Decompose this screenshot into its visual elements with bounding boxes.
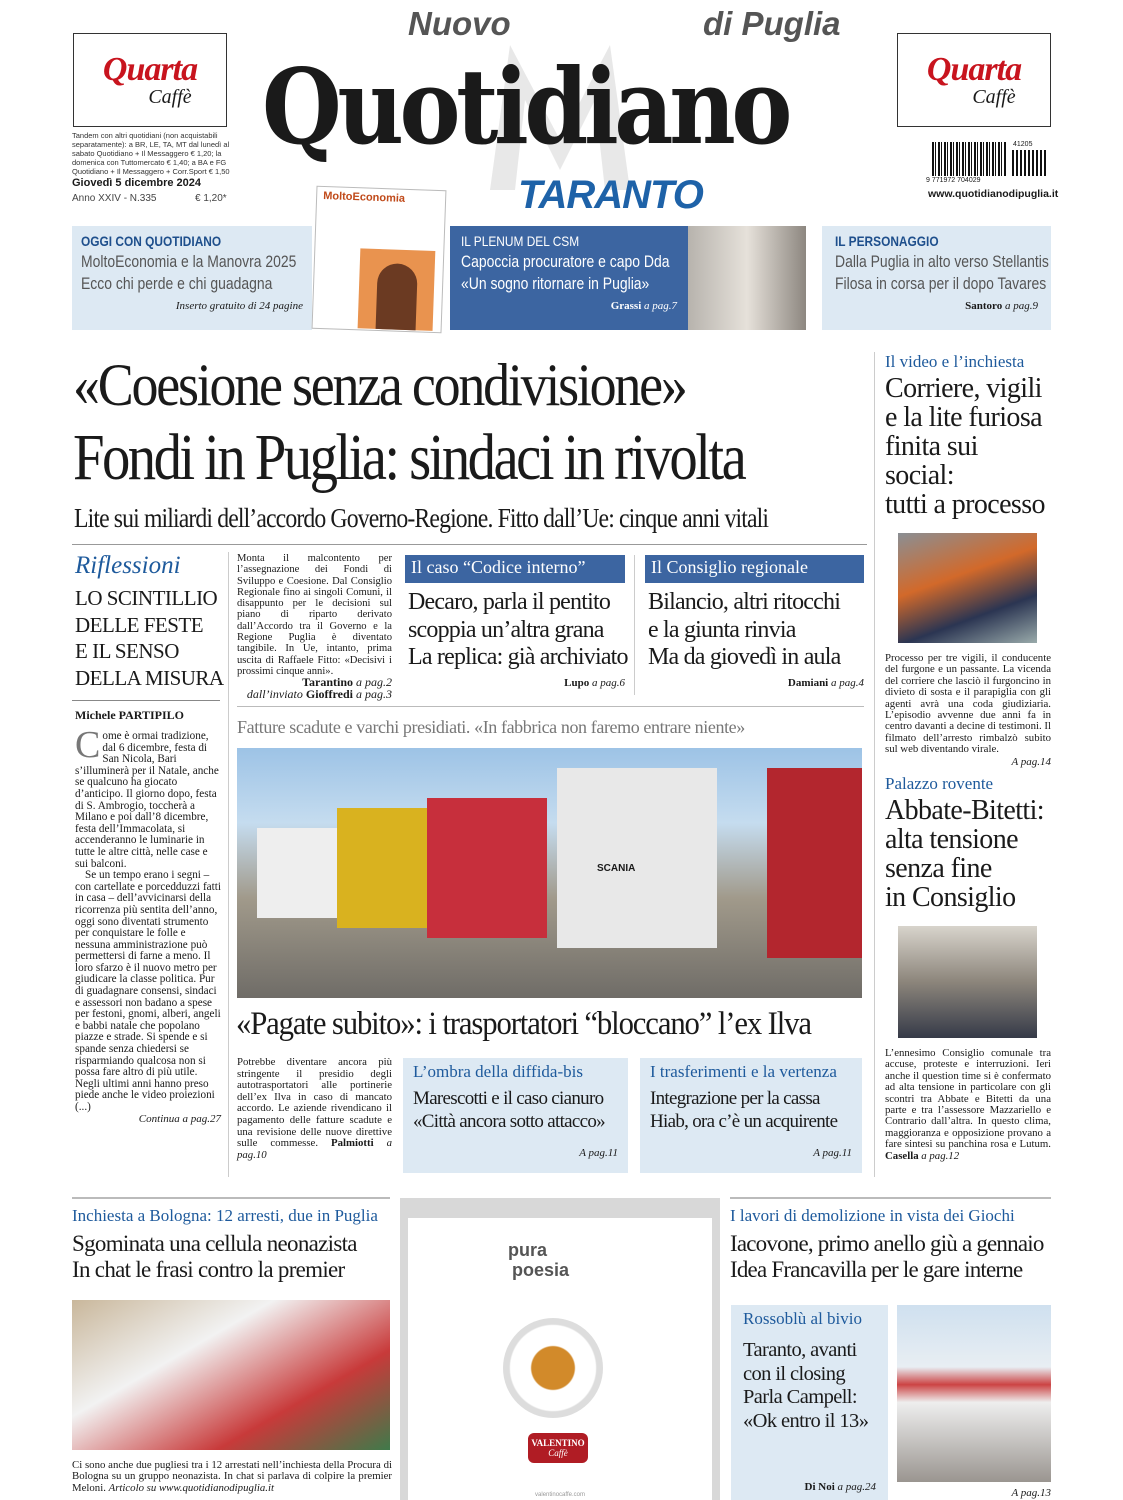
headline-line: in Consiglio [885,882,1016,913]
ilva-body-text: Potrebbe diventare ancora più stringente il presidio degli autotrasportatori alle portinerie dell’ex Ilva in caso di mancato accordo. Le aziende rivendicano il pagamento delle fatture scadute e una revisione delle nuove direttive sulle commesse. [237,1056,392,1150]
topbar-kicker: OGGI CON QUOTIDIANO [81,233,222,249]
editorial-title-line: DELLE FESTE [75,612,204,637]
editorial-body-p2: Se un tempo erano i segni – con cartellate e porcedduzzi fatti in casa – dell’avvicinarsi della ricorrenza più sentita dell’anno, oggi sono diventati strumento per conquistare le folle e nessuna amministrazione può permettersi di farne a meno. Il loro sfarzo è il nuovo metro per giudicare la classe politica. Pur di guadagnare consensi, sindaci e assessori non badano a spese per festoni, gnomi, alberi, angeli e babbi natale che popolano piazze e strade. Si spende e si spande senza chiedersi se risparmiando qualcosa non si possa fare altro di più utile. Negli ultimi anni hanno preso piede anche le video proiezioni (...) [75,869,221,1113]
box-line: Ma da giovedì in aula [648,644,841,670]
article-headline [72,1231,392,1283]
consiglio-photo [898,926,1037,1038]
divider [634,555,635,695]
box-ref [405,677,625,689]
editorial-body-p1: ome è ormai tradizione, dal 6 dicembre, festa di San Nicola, Bari s’illuminerà per il Natale, anche se qualcuno ha giocato d’anticipo. Il giorno dopo, festa di S. Ambrogio, toccherà a Milano e poi dall’8 dicembre, festa dell’Immacolata, si accenderanno le luminarie in tutte le altre città, nelle case e sui balconi. [75,730,219,870]
topbar-kicker: IL PLENUM DEL CSM [461,233,580,249]
article-iacovone[interactable] [730,1206,1051,1283]
box-headline [743,1339,876,1433]
ilva-headline[interactable]: «Pagate subito»: i trasportatori “bloccano” l’ex Ilva [236,1006,811,1042]
article-headline [885,374,1051,519]
issue-price: € 1,20* [195,193,227,204]
divider [72,544,867,545]
box-rossoblu[interactable] [731,1305,888,1500]
page-ref: A pag.11 [813,1147,852,1159]
editorial-title-line: E IL SENSO [75,639,179,663]
article-kicker: I lavori di demolizione in vista dei Giochi [730,1206,1015,1225]
ilva-kicker: Fatture scadute e varchi presidiati. «In fabbrica non faremo entrare niente» [237,717,745,737]
headline-line: Corriere, vigili [885,373,1042,404]
edition-name: TARANTO [518,173,703,217]
article-caption [72,1460,392,1494]
stadium-photo [897,1305,1051,1482]
barcode-number: 9 771972 704029 [926,177,981,184]
box-headline [405,589,628,672]
box-codice-interno[interactable] [405,555,628,689]
page-ref: a pag.4 [831,676,864,689]
page-ref-text: A pag.13 [1011,1487,1051,1499]
thumb-label: MoltoEconomia [322,190,406,205]
lead-headline-line2[interactable]: Fondi in Puglia: sindaci in rivolta [73,421,745,494]
box-ref [645,677,864,689]
ad-tagline-line: pura [508,1240,548,1260]
box-trasferimenti[interactable] [640,1058,862,1173]
editorial-body [75,724,221,1125]
article-neonazista[interactable] [72,1206,392,1494]
truck-shape [337,808,427,928]
editorial-kicker: Riflessioni [75,552,181,579]
topbar-ref: Inserto gratuito di 24 pagine [175,300,303,312]
tandem-note: Tandem con altri quotidiani (non acquistabili separatamente): a BR, LE, TA, MT dal lunedì al sabato Quotidiano + Il Messaggero € 1,20; la domenica con Tuttomercato € 1,40; a BA e FG Quotidiano + Il Messaggero + Corr.Sport € 1,50 [72,131,230,176]
box-line: e la giunta rinvia [648,616,796,643]
article-abbate-bitetti[interactable] [885,774,1051,1162]
valentino-caffe-ad[interactable] [400,1198,720,1500]
topbar-line: Filosa in corsa per il dopo Tavares [835,274,1047,293]
barcode-addon-icon [1012,150,1048,176]
box-ref [743,1481,876,1493]
editorial-author: Michele PARTIPILO [75,708,185,722]
box-line: scoppia un’altra grana [408,616,604,643]
capoccia-photo [688,226,806,330]
headline-line: Abbate-Bitetti: [885,795,1044,826]
continue-ref [75,1114,221,1126]
editorial-title-line: LO SCINTILLIO [75,586,218,610]
barcode-addon: 41205 [1013,141,1033,148]
article-body: Processo per tre vigili, il conducente del furgone e un passante. La vicenda del corriere che lasciò il furgoncino in divieto di sosta e il parapiglia con gli agenti avrà una coda giudiziaria. L’episodio avvenne due anni fa in centro davanti a decine di testimoni. Il filmato dell’arresto rimbalzò subito sul web diventando virale. [885,652,1051,756]
editorial-title-line: DELLA MISURA [75,665,224,690]
topbar-ref [461,300,677,312]
box-headline [413,1087,618,1133]
box-line: Integrazione per la cassa [650,1088,820,1109]
topbar-ref [835,300,1038,312]
issue-number: Anno XXIV - N.335 [72,193,157,204]
page-ref: a pag.7 [644,300,677,312]
lead-headline-line1[interactable]: «Coesione senza condivisione» [73,352,686,418]
author: Santoro [965,300,1003,312]
brand-right-name: Quarta [926,51,1022,88]
divider [72,700,220,701]
brand-left-name: Quarta [102,51,198,88]
brand-right-sub: Caffè [972,86,1016,108]
page-ref: a pag.3 [356,686,392,701]
divider [237,706,864,707]
vigili-photo [898,533,1037,643]
page-ref: a pag.9 [1005,300,1038,312]
headline-line: Iacovone, primo anello giù a gennaio [730,1231,1044,1256]
headline-line: senza fine [885,853,992,884]
truck-shape [427,798,547,938]
lead-body [237,553,392,700]
barcode-icon [932,142,1006,176]
issue-date: Giovedì 5 dicembre 2024 [72,177,202,189]
masthead-title: Quotidiano [262,45,788,168]
box-consiglio-regionale[interactable] [645,555,864,689]
article-kicker: Inchiesta a Bologna: 12 arresti, due in Puglia [72,1206,378,1225]
page-ref: a pag.10 [237,1137,392,1161]
topbar-item-molto-economia[interactable] [72,226,312,330]
article-link[interactable]: Articolo su www.quotidianodipuglia.it [108,1481,274,1494]
box-head: Rossoblù al bivio [743,1309,863,1328]
ref-prefix: dall’inviato [246,686,303,701]
truck-shape [767,768,862,958]
continue-link[interactable]: Continua a pag.27 [138,1112,221,1125]
coffee-cup-icon [503,1318,603,1418]
author: Palmiotti [331,1137,374,1150]
masthead-nuovo: Nuovo [408,5,511,42]
author: Tarantino [302,675,353,690]
page-ref: a pag.2 [356,675,392,690]
headline-line: Idea Francavilla per le gare interne [730,1257,1023,1282]
author: Grassi [610,300,642,312]
headline-line: e la lite furiosa [885,402,1042,433]
editorial-title[interactable] [75,585,224,691]
box-line: «Ok entro il 13» [743,1409,869,1432]
trucks-photo [237,748,862,998]
box-line: Decaro, parla il pentito [408,589,611,615]
divider [228,552,229,1177]
website[interactable]: www.quotidianodipuglia.it [928,188,1059,200]
headline-line: tutti a processo [885,489,1045,520]
box-headline [645,589,864,672]
author: Lupo [564,676,590,689]
box-head: L’ombra della diffida-bis [413,1062,583,1081]
box-line: «Città ancora sotto attacco» [413,1111,605,1132]
masthead-di-puglia: di Puglia [703,5,841,42]
ilva-body [237,1057,392,1161]
headline-line: finita sui social: [885,431,978,491]
article-headline [730,1231,1051,1283]
article-kicker: Palazzo rovente [885,774,994,793]
box-line: Parla Campell: [743,1386,857,1408]
box-line: con il closing [743,1362,846,1385]
author: Di Noi [804,1481,835,1493]
article-ref [885,756,1051,768]
article-headline [885,796,1051,912]
author: Casella [885,1149,919,1162]
author: Damiani [787,676,829,689]
topbar-line: Ecco chi perde e chi guadagna [81,274,273,293]
box-head: Il caso “Codice interno” [405,555,625,583]
ad-tagline-line: poesia [512,1260,570,1280]
author: Gioffredi [305,686,353,701]
ad-brand: VALENTINO [531,1438,585,1448]
article-body [885,1048,1051,1162]
ad-brand-sub: Caffè [548,1448,568,1458]
topbar-line: Capoccia procuratore e capo Dda [461,252,670,271]
box-ref [650,1147,852,1159]
cover-photo [358,248,436,331]
topbar-line: MoltoEconomia e la Manovra 2025 [81,252,297,271]
article-corriere-vigili[interactable] [885,352,1051,768]
lead-body-text: Monta il malcontento per l’assegnazione dei Fondi di Sviluppo e Coesione. Dal Consiglio Regionale fino ai singoli Comuni, il disappunto per le decisioni sul piano di riparto derivato dall’Accordo tra il Governo e la Regione Puglia è diventato tangibile. In Ue, intanto, prima uscita di Raffaele Fitto: «Decisivi i prossimi cinque anni». [237,553,392,677]
quarta-caffe-ad-right[interactable] [897,33,1051,127]
ad-canvas [408,1218,712,1500]
page-ref [960,1487,1051,1499]
headline-line: Sgominata una cellula neonazista [72,1231,357,1256]
truck-shape [257,828,347,918]
headline-line: alta tensione [885,824,1018,855]
truck-shape [557,768,717,948]
caption-text: Ci sono anche due pugliesi tra i 12 arrestati nell’inchiesta della Procura di Bologna su un gruppo neonazista. In chat si parlava di colpire la premier Meloni. [72,1459,392,1494]
box-line: La replica: già archiviato [408,644,628,670]
article-kicker: Il video e l’inchiesta [885,352,1025,371]
lead-subtitle: Lite sui miliardi dell’accordo Governo-Regione. Fitto dall’Ue: cinque anni vitali [74,503,769,533]
box-line: Bilancio, altri ritocchi [648,589,841,615]
box-diffida-bis[interactable] [403,1058,628,1173]
truck-brand-text: SCANIA [597,863,636,874]
ad-site: valentinocaffe.com [535,1492,585,1498]
divider [72,1197,390,1199]
valentino-logo [528,1433,588,1463]
box-head: Il Consiglio regionale [645,555,864,583]
topbar-line: Dalla Puglia in alto verso Stellantis [835,252,1049,271]
topbar-kicker: IL PERSONAGGIO [835,233,939,249]
box-line: Taranto, avanti [743,1339,857,1361]
page-ref: A pag.11 [579,1147,618,1159]
article-body-text: L’ennesimo Consiglio comunale tra accuse, proteste e interruzioni. Ieri anche il question time si è confermato ad alta tensione in particolare con gli scontri tra Abbate e Bitetti da una parte e tra l’assessore Mazzariello e Contrario dall’altra. In questo clima, maggioranza e opposizione provano a fare sintesi su panchina rosa e Lutum. [885,1047,1051,1151]
ad-tagline [508,1240,569,1280]
brand-left-sub: Caffè [148,86,192,108]
page-ref: a pag.12 [921,1149,960,1162]
box-ref [413,1147,618,1159]
box-headline [650,1087,852,1133]
box-line: Hiab, ora c’è un acquirente [650,1111,838,1132]
headline-line: In chat le frasi contro la premier [72,1257,345,1282]
page-ref: a pag.24 [837,1481,876,1493]
dropcap: C [75,724,101,766]
box-head: I trasferimenti e la vertenza [650,1062,837,1081]
molto-economia-thumbnail[interactable] [312,186,447,333]
lead-ref2 [237,686,392,701]
flag-photo [72,1300,390,1450]
divider [730,1197,1051,1199]
topbar-item-plenum-csm[interactable] [450,226,688,330]
page-ref: a pag.6 [592,676,625,689]
page-ref: A pag.14 [1011,755,1051,768]
cover-portrait [375,263,417,330]
topbar-line: «Un sogno ritornare in Puglia» [461,274,650,293]
topbar-item-personaggio[interactable] [822,226,1051,330]
divider [874,352,875,1177]
quarta-caffe-ad-left[interactable] [73,33,227,127]
box-line: Marescotti e il caso cianuro [413,1088,604,1109]
